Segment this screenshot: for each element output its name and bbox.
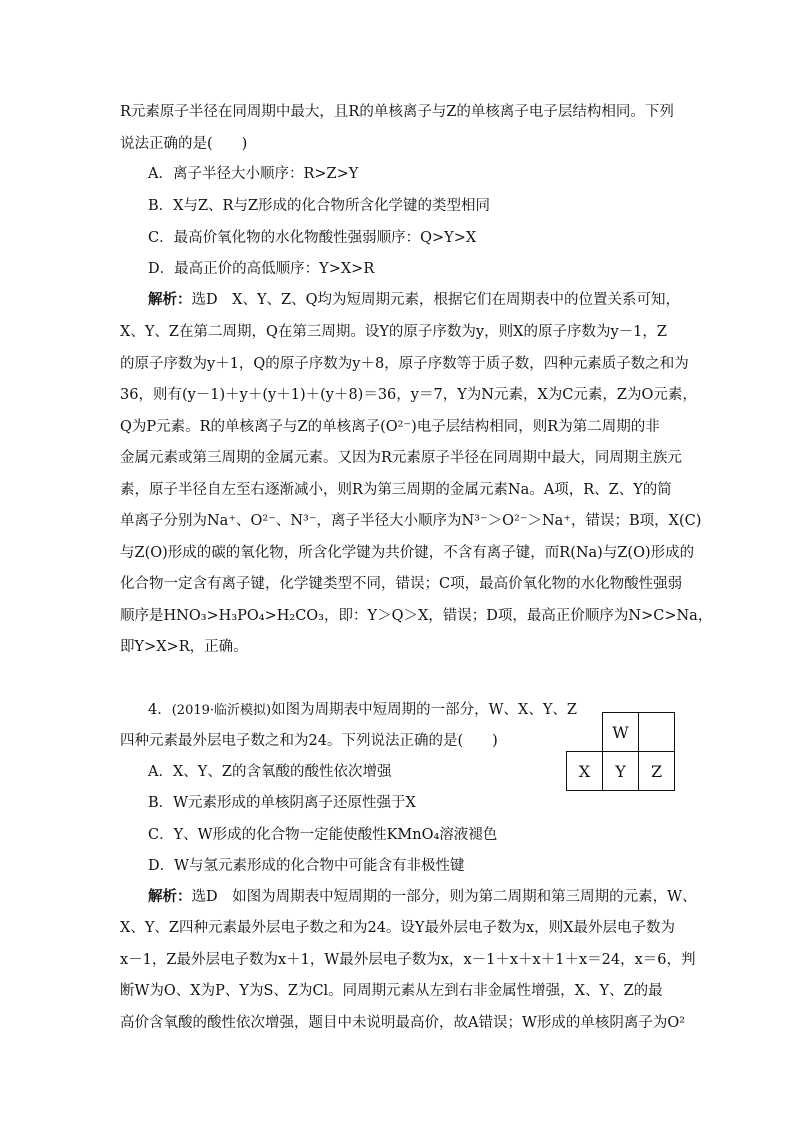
periodic-table-cell-z: Z xyxy=(639,752,675,791)
q3-option-b: B．X与Z、R与Z形成的化合物所含化学键的类型相同 xyxy=(148,198,491,214)
periodic-table-fragment xyxy=(566,712,675,791)
q3-analysis-line-3: 的原子序数为y＋1，Q的原子序数为y＋8，原子序数等于质子数，四种元素质子数之和为 xyxy=(120,356,689,372)
q3-analysis-line-6: 金属元素或第三周期的金属元素。又因为R元素原子半径在同周期中最大，同周期主族元 xyxy=(120,450,682,466)
q4-analysis-line-1 xyxy=(148,887,697,907)
q3-option-d: D．最高正价的高低顺序：Y>X>R xyxy=(148,261,375,277)
q4-stem-line-1 xyxy=(148,700,577,721)
q4-source: (2019·临沂模拟) xyxy=(171,703,272,718)
q3-analysis-line-1 xyxy=(148,290,680,310)
q3-analysis-line-9: 与Z(O)形成的碳的氧化物，所含化学键为共价键，不含有离子键，而R(Na)与Z(O)形成的 xyxy=(120,545,695,561)
q3-analysis-line-12: 即Y>X>R，正确。 xyxy=(120,639,248,655)
q4-analysis-line-4: 断W为O、X为P、Y为S、Z为Cl。同周期元素从左到右非金属性增强，X、Y、Z的最 xyxy=(120,983,663,999)
q4-stem-line-2: 四种元素最外层电子数之和为24。下列说法正确的是( ) xyxy=(120,733,498,749)
q3-analysis-line-4: 36，则有(y－1)＋y＋(y＋1)＋(y＋8)＝36，y＝7，Y为N元素，X为C元素，Z为O元素， xyxy=(120,387,697,403)
periodic-table-row xyxy=(567,713,675,752)
q4-analysis-line-3: x－1，Z最外层电子数为x＋1，W最外层电子数为x，x－1＋x＋x＋1＋x＝24，x＝6，判 xyxy=(120,952,696,968)
q4-option-d: D．W与氢元素形成的化合物中可能含有非极性键 xyxy=(148,858,465,874)
q3-analysis-line-8: 单离子分别为Na⁺、O²⁻、N³⁻，离子半径大小顺序为N³⁻＞O²⁻＞Na⁺，错误；B项，X(C) xyxy=(120,513,702,529)
q3-analysis-label: 解析： xyxy=(148,291,192,308)
q4-analysis-label: 解析： xyxy=(148,888,192,905)
q3-analysis-line-2: X、Y、Z在第二周期，Q在第三周期。设Y的原子序数为y，则X的原子序数为y－1，Z xyxy=(120,324,667,340)
q3-analysis-line-7: 素，原子半径自左至右逐渐减小，则R为第三周期的金属元素Na。A项，R、Z、Y的简 xyxy=(120,482,672,498)
q3-option-a: A．离子半径大小顺序：R>Z>Y xyxy=(148,166,359,182)
q3-analysis-line-5: Q为P元素。R的单核离子与Z的单核离子(O²⁻)电子层结构相同，则R为第二周期的非 xyxy=(120,419,660,435)
periodic-table-cell-empty xyxy=(567,713,603,752)
q4-analysis-text-1: 选D 如图为周期表中短周期的一部分，则为第二周期和第三周期的元素，W、 xyxy=(191,889,697,905)
q4-option-b: B．W元素形成的单核阴离子还原性强于X xyxy=(148,795,416,811)
q4-stem-text-1: 如图为周期表中短周期的一部分，W、X、Y、Z xyxy=(271,702,577,718)
q4-analysis-line-5: 高价含氧酸的酸性依次增强，题目中未说明最高价，故A错误；W形成的单核阴离子为O² xyxy=(120,1015,686,1031)
q3-option-c: C．最高价氧化物的水化物酸性强弱顺序：Q>Y>X xyxy=(148,230,477,246)
q3-analysis-text-1: 选D X、Y、Z、Q均为短周期元素，根据它们在周期表中的位置关系可知， xyxy=(191,292,680,308)
q3-analysis-line-11: 顺序是HNO₃>H₃PO₄>H₂CO₃，即：Y＞Q＞X，错误；D项，最高正价顺序为N>C>Na， xyxy=(120,608,713,624)
periodic-table-cell-w: W xyxy=(603,713,639,752)
q4-number: 4． xyxy=(148,702,172,718)
q3-stem-line-1: R元素原子半径在同周期中最大，且R的单核离子与Z的单核离子电子层结构相同。下列 xyxy=(120,104,674,120)
periodic-table-cell-y: Y xyxy=(603,752,639,791)
q3-analysis-line-10: 化合物一定含有离子键，化学键类型不同，错误；C项，最高价氧化物的水化物酸性强弱 xyxy=(120,576,683,592)
periodic-table-cell-empty xyxy=(639,713,675,752)
q4-analysis-line-2: X、Y、Z四种元素最外层电子数之和为24。设Y最外层电子数为x，则X最外层电子数为 xyxy=(120,920,675,936)
q4-option-a: A．X、Y、Z的含氧酸的酸性依次增强 xyxy=(148,764,392,780)
q3-stem-line-2: 说法正确的是( ) xyxy=(120,136,248,152)
q4-option-c: C．Y、W形成的化合物一定能使酸性KMnO₄溶液褪色 xyxy=(148,827,498,843)
periodic-table-cell-x: X xyxy=(567,752,603,791)
periodic-table-row xyxy=(567,752,675,791)
